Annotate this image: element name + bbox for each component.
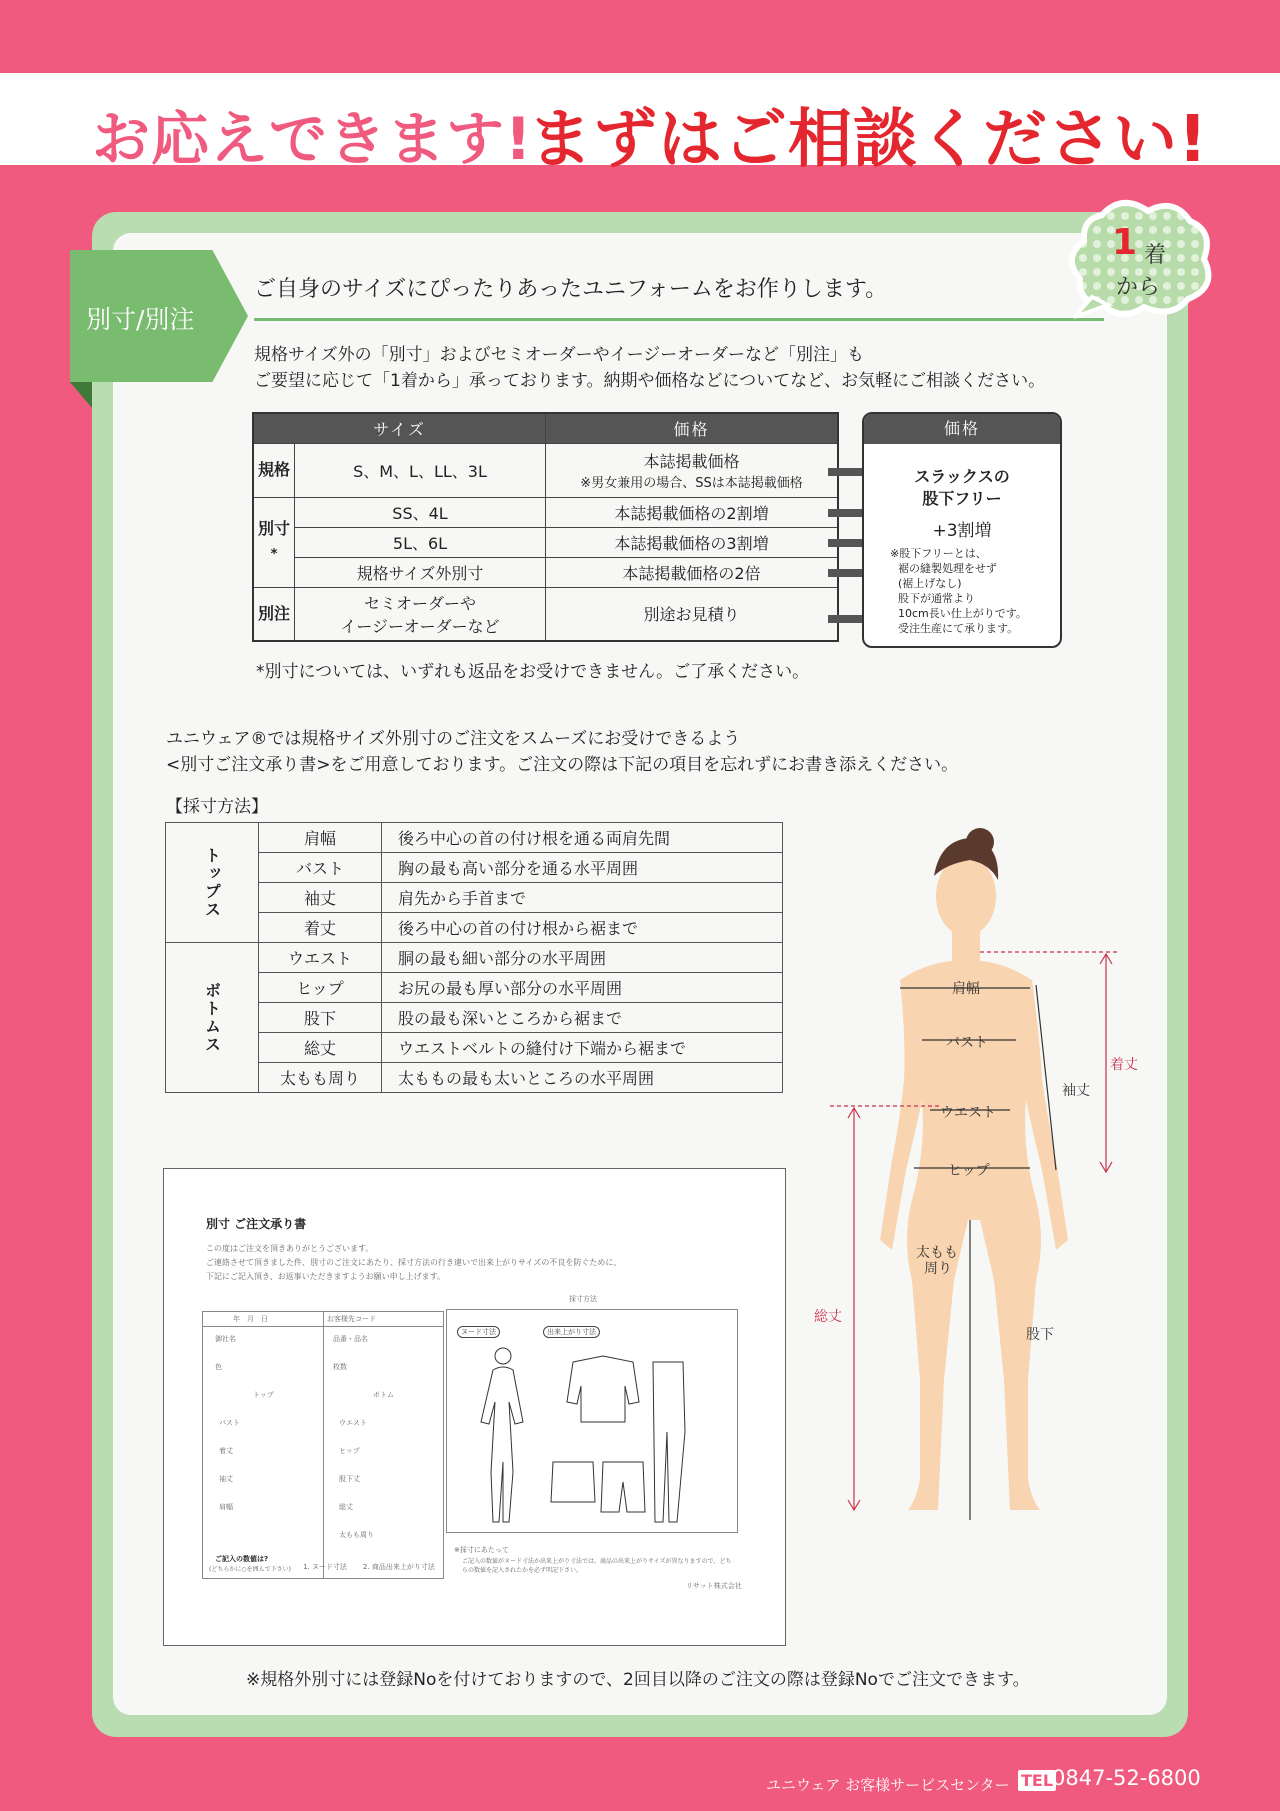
headline-part2: まずはご相談ください!: [528, 103, 1209, 177]
measure-desc: お尻の最も厚い部分の水平周囲: [382, 973, 783, 1003]
label-inseam: 股下: [1026, 1327, 1054, 1343]
note-line: ※股下フリーとは、: [890, 547, 987, 560]
form-nude-label: ヌード寸法: [457, 1326, 500, 1338]
label-thigh-1: 太もも: [916, 1245, 958, 1261]
form-bottom-item: ウエスト: [339, 1419, 367, 1427]
hem-free-title: [864, 466, 1060, 510]
tel-number[interactable]: 0847-52-6800: [1052, 1766, 1201, 1790]
footer-service-center: ユニウェア お客様サービスセンター: [766, 1776, 1010, 1794]
size-cell: 5L、6L: [295, 527, 546, 557]
category-tops: トップス: [166, 823, 259, 943]
price-cell: 本誌掲載価格の2倍: [546, 557, 839, 587]
measure-desc: 胴の最も細い部分の水平周囲: [382, 943, 783, 973]
form-label: 品番・品名: [333, 1335, 368, 1343]
measure-desc: ウエストベルトの縫付け下端から裾まで: [382, 1033, 783, 1063]
price-table-header-size: サイズ: [253, 413, 546, 443]
label-length: 着丈: [1110, 1057, 1138, 1073]
price-value: 本誌掲載価格: [643, 452, 740, 471]
form-customer-code: お客様先コード: [327, 1315, 376, 1323]
form-date: 年 月 日: [233, 1315, 268, 1323]
form-label: 枚数: [333, 1363, 347, 1371]
form-top-label: トップ: [253, 1391, 274, 1399]
form-choose-opt2: 2. 商品出来上がり寸法: [363, 1563, 435, 1571]
form-method-title: 採寸方法: [569, 1295, 597, 1303]
size-line: イージーオーダーなど: [340, 616, 500, 636]
form-caution-text: ご記入の数値がヌード寸法か出来上がり寸法では、商品の出来上がりサイズが異なりますので、どちらの数値を記入されたかを必ず明記下さい。: [462, 1558, 732, 1574]
category-bottoms: ボトムス: [166, 943, 259, 1093]
measure-desc: 股の最も深いところから裾まで: [382, 1003, 783, 1033]
size-cell: S、M、L、LL、3L: [295, 443, 546, 497]
measure-item: 総丈: [259, 1033, 382, 1063]
badge-number: 1: [1112, 222, 1138, 263]
measure-item: 袖丈: [259, 883, 382, 913]
form-grid: [202, 1311, 444, 1579]
group-label-standard: 規格: [253, 443, 295, 497]
measure-item: 股下: [259, 1003, 382, 1033]
form-top-item: 肩幅: [219, 1503, 233, 1511]
section-title: ご自身のサイズにぴったりあったユニフォームをお作りします。: [254, 277, 888, 302]
hem-free-title-line: スラックスの: [914, 467, 1010, 486]
form-bottom-item: 股下丈: [339, 1475, 360, 1483]
hem-free-box: [862, 412, 1062, 648]
price-table-note: *別寸については、いずれも返品をお受けできません。ご了承ください。: [256, 662, 810, 682]
measure-item: ヒップ: [259, 973, 382, 1003]
form-bottom-item: 総丈: [339, 1503, 353, 1511]
label-total: 総丈: [814, 1309, 842, 1325]
measure-table: [165, 822, 783, 1093]
label-shoulder: 肩幅: [952, 981, 980, 997]
size-cell: [295, 587, 546, 641]
form-choose-label: ご記入の数値は?: [215, 1555, 269, 1563]
form-title: 別寸 ご注文承り書: [206, 1217, 307, 1231]
form-greet-2: ご連絡させて頂きました件、別寸のご注文にあたり、採寸方法の行き違いで出来上がりサイズの不良を防ぐために、: [206, 1258, 622, 1267]
price-note: ※男女兼用の場合、SSは本誌掲載価格: [580, 476, 803, 491]
price-cell: [546, 443, 839, 497]
measure-desc: 後ろ中心の首の付け根を通る両肩先間: [382, 823, 783, 853]
size-line: セミオーダーや: [363, 593, 476, 613]
hem-free-note: [890, 546, 1058, 636]
form-top-item: バスト: [219, 1419, 240, 1427]
measure-item: 太もも周り: [259, 1063, 382, 1093]
form-company: リサット株式会社: [686, 1582, 742, 1590]
tel-icon: TEL: [1018, 1770, 1056, 1791]
form-bottom-item: 太もも周り: [339, 1531, 374, 1539]
note-line: 股下が通常より: [898, 592, 975, 605]
measure-desc: 太ももの最も太いところの水平周囲: [382, 1063, 783, 1093]
form-caution-title: ※採寸にあたって: [454, 1546, 509, 1554]
form-greet-1: この度はご注文を頂きありがとうございます。: [206, 1244, 374, 1253]
note-line: 裾の縫製処理をせず: [898, 562, 997, 575]
measure-item: ウエスト: [259, 943, 382, 973]
measure-desc: 肩先から手首まで: [382, 883, 783, 913]
section-tag-label: 別寸/別注: [86, 305, 195, 334]
form-top-item: 着丈: [219, 1447, 233, 1455]
form-bottom-item: ヒップ: [339, 1447, 360, 1455]
badge-unit: 着: [1144, 243, 1167, 268]
intro-line-1: 規格サイズ外の「別寸」およびセミオーダーやイージーオーダーなど「別注」も: [254, 345, 864, 365]
hem-free-title-line: 股下フリー: [922, 489, 1002, 508]
title-underline: [254, 318, 1104, 321]
form-top-item: 袖丈: [219, 1475, 233, 1483]
price-table-header-price: 価格: [546, 413, 839, 443]
order-form-sample: [163, 1168, 786, 1646]
body-figure: [830, 820, 1130, 1540]
footnote: ※規格外別寸には登録Noを付けておりますので、2回目以降のご注文の際は登録Noでご注文できます。: [246, 1670, 1030, 1690]
group-label-special: 別注: [253, 587, 295, 641]
price-cell: 別途お見積り: [546, 587, 839, 641]
price-table: [252, 412, 839, 642]
form-finish-label: 出来上がり寸法: [543, 1326, 600, 1338]
size-cell: 規格サイズ外別寸: [295, 557, 546, 587]
label-sleeve: 袖丈: [1062, 1083, 1090, 1099]
badge-cloud-icon: [1062, 195, 1214, 321]
label-bust: バスト: [946, 1035, 988, 1051]
intro-line-2: ご要望に応じて「1着から」承っております。納期や価格などについてなど、お気軽にご相談ください。: [254, 371, 1046, 391]
measure-item: 肩幅: [259, 823, 382, 853]
badge-suffix: から: [1116, 275, 1161, 300]
form-label: 御社名: [215, 1335, 236, 1343]
measure-item: バスト: [259, 853, 382, 883]
hem-free-price: +3割増: [932, 521, 992, 541]
label-hip: ヒップ: [948, 1163, 990, 1179]
order-para-line-2: <別寸ご注文承り書>をご用意しております。ご注文の際は下記の項目を忘れずにお書き添えください。: [166, 755, 959, 775]
size-cell: SS、4L: [295, 497, 546, 527]
label-waist: ウエスト: [940, 1105, 996, 1121]
form-garment-icons: [453, 1342, 733, 1528]
label-thigh-2: 周り: [924, 1261, 952, 1277]
headline-part1: お応えできます!: [92, 105, 533, 173]
form-bottom-label: ボトム: [373, 1391, 394, 1399]
form-method-box: [446, 1295, 738, 1533]
measure-desc: 胸の最も高い部分を通る水平周囲: [382, 853, 783, 883]
group-label-custom: 別寸 *: [253, 497, 295, 587]
form-label: 色: [215, 1363, 222, 1371]
note-line: 受注生産にて承ります。: [898, 622, 1019, 635]
hem-free-header: 価格: [864, 414, 1060, 444]
order-para-line-1: ユニウェア®では規格サイズ外別寸のご注文をスムーズにお受けできるよう: [166, 729, 741, 749]
form-divider: [323, 1312, 324, 1578]
note-line: (裾上げなし): [898, 577, 962, 590]
price-cell: 本誌掲載価格の3割増: [546, 527, 839, 557]
measure-desc: 後ろ中心の首の付け根から裾まで: [382, 913, 783, 943]
section-tag-fold: [70, 382, 92, 408]
measure-method-label: 【採寸方法】: [166, 797, 268, 817]
form-greet-3: 下記にご記入頂き、お返事いただきますようお願い申し上げます。: [206, 1272, 446, 1281]
form-choose-sub: (どちらかに○を囲んで下さい): [209, 1566, 291, 1573]
note-line: 10cm長い仕上がりです。: [898, 607, 1027, 620]
form-choose-opt1: 1. ヌード寸法: [303, 1563, 347, 1571]
measure-item: 着丈: [259, 913, 382, 943]
price-cell: 本誌掲載価格の2割増: [546, 497, 839, 527]
